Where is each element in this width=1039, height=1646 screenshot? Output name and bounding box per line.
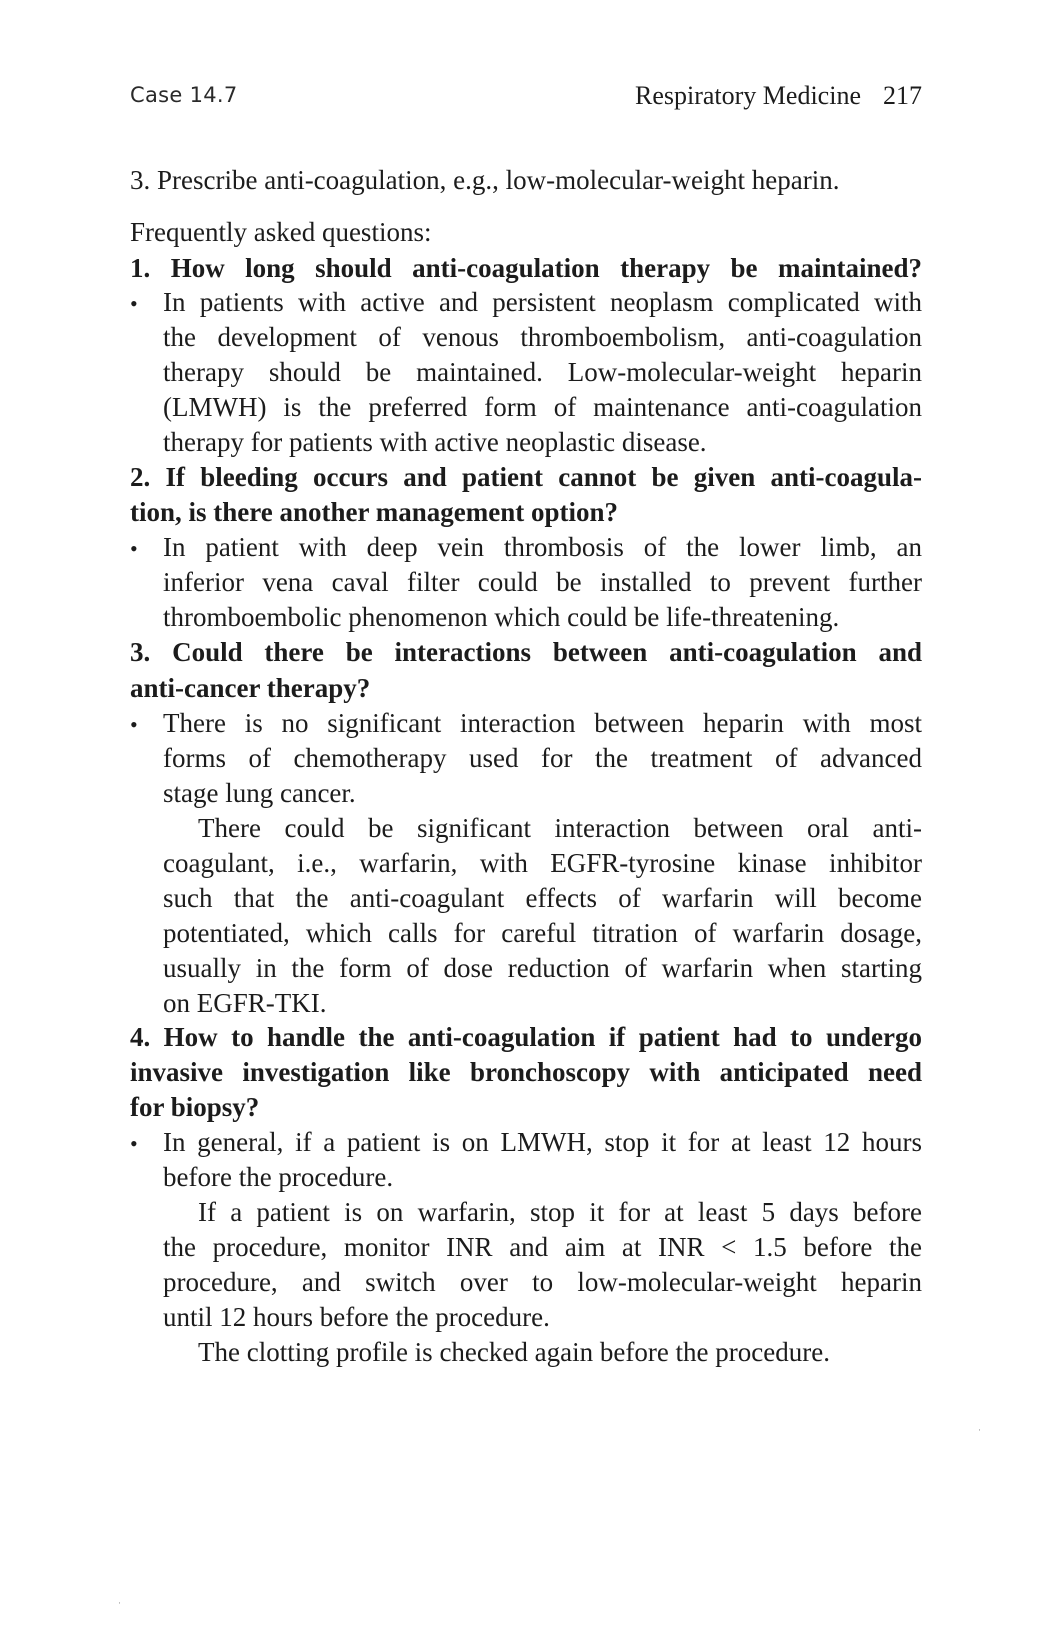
answer-2-line: In patient with deep vein thrombosis of the lower limb, an — [163, 532, 922, 562]
question-4-line: 4. How to handle the anti-coagulation if patient had to undergo — [130, 1022, 922, 1052]
section-title: Respiratory Medicine — [635, 81, 861, 110]
answer-1-line: In patients with active and persistent neoplasm complicated with — [163, 287, 922, 317]
faq-heading: Frequently asked questions: — [130, 217, 432, 247]
bullet-icon: • — [130, 536, 138, 561]
answer-2-line: inferior vena caval filter could be installed to prevent further — [163, 567, 922, 597]
bullet-icon: • — [130, 712, 138, 737]
answer-4-line: In general, if a patient is on LMWH, stop it for at least 12 hours — [163, 1127, 922, 1157]
scan-speck: · — [978, 1425, 981, 1435]
question-3-line: 3. Could there be interactions between anti-coagulation and — [130, 637, 922, 667]
scan-speck: · — [118, 1598, 121, 1608]
answer-4c-line: The clotting profile is checked again before the procedure. — [198, 1337, 830, 1367]
question-2-line: 2. If bleeding occurs and patient cannot be given anti-coagula- — [130, 462, 922, 492]
page-number: 217 — [883, 81, 922, 110]
bullet-icon: • — [130, 1131, 138, 1156]
answer-4-line: before the procedure. — [163, 1162, 394, 1192]
question-2-line: tion, is there another management option? — [130, 497, 618, 527]
answer-1-line: therapy should be maintained. Low-molecular-weight heparin — [163, 357, 922, 387]
answer-3b-line: There could be significant interaction between oral anti- — [198, 813, 922, 843]
prescribe-item: 3. Prescribe anti-coagulation, e.g., low-molecular-weight heparin. — [130, 165, 840, 195]
question-4-line: invasive investigation like bronchoscopy with anticipated need — [130, 1057, 922, 1087]
answer-3b-line: coagulant, i.e., warfarin, with EGFR-tyrosine kinase inhibitor — [163, 848, 922, 878]
answer-3b-line: potentiated, which calls for careful titration of warfarin dosage, — [163, 918, 922, 948]
answer-3b-line: such that the anti-coagulant effects of warfarin will become — [163, 883, 922, 913]
running-header — [130, 83, 922, 119]
answer-3b-line: usually in the form of dose reduction of warfarin when starting — [163, 953, 922, 983]
answer-3-line: stage lung cancer. — [163, 778, 356, 808]
answer-3-line: forms of chemotherapy used for the treatment of advanced — [163, 743, 922, 773]
answer-1-line: (LMWH) is the preferred form of maintenance anti-coagulation — [163, 392, 922, 422]
question-3-line: anti-cancer therapy? — [130, 673, 371, 703]
answer-4b-line: the procedure, monitor INR and aim at INR < 1.5 before the — [163, 1232, 922, 1262]
case-label: Case 14.7 — [130, 83, 238, 107]
answer-3b-line: on EGFR-TKI. — [163, 988, 327, 1018]
answer-4b-line: until 12 hours before the procedure. — [163, 1302, 550, 1332]
question-1: 1. How long should anti-coagulation therapy be maintained? — [130, 253, 922, 283]
answer-4b-line: procedure, and switch over to low-molecular-weight heparin — [163, 1267, 922, 1297]
answer-1-line: therapy for patients with active neoplastic disease. — [163, 427, 707, 457]
header-right — [635, 81, 922, 111]
question-4-line: for biopsy? — [130, 1092, 260, 1122]
bullet-icon: • — [130, 291, 138, 316]
answer-3-line: There is no significant interaction between heparin with most — [163, 708, 922, 738]
answer-1-line: the development of venous thromboembolism, anti-coagulation — [163, 322, 922, 352]
answer-4b-line: If a patient is on warfarin, stop it for at least 5 days before — [198, 1197, 922, 1227]
answer-2-line: thromboembolic phenomenon which could be life-threatening. — [163, 602, 840, 632]
